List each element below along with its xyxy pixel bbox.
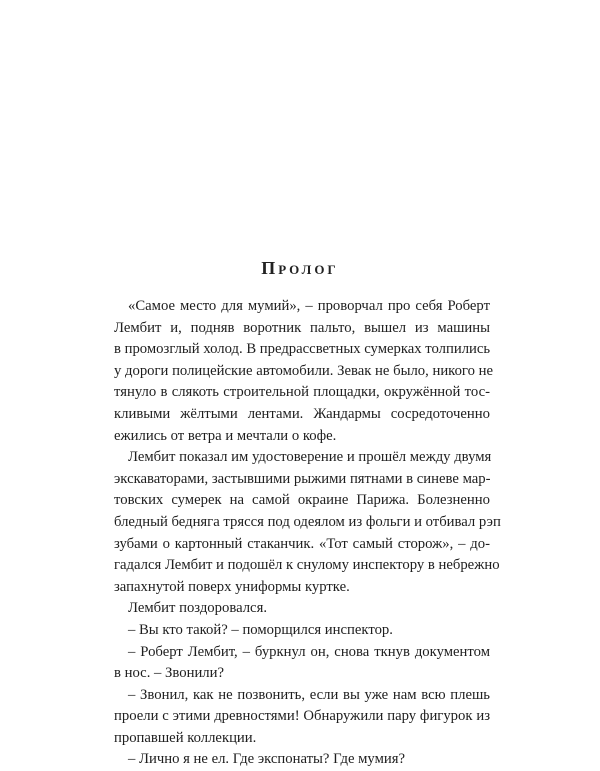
text-line: ежились от ветра и мечтали о кофе. (114, 427, 337, 444)
text-line: – Роберт Лембит, – буркнул он, снова ткнув документом (128, 643, 490, 660)
text-line: тянуло в слякоть строительной площадки, окружённой тос- (114, 384, 490, 401)
text-line: в нос. – Звонили? (114, 665, 225, 682)
body-text (114, 296, 501, 771)
text-line: бледный бедняга трясся под одеялом из фольги и отбивал рэп (114, 513, 501, 530)
text-line: Лембит показал им удостоверение и прошёл между двумя (128, 449, 492, 466)
text-line: проели с этими древностями! Обнаружили пару фигурок из (114, 708, 490, 725)
text-line: Лембит поздоровался. (128, 600, 268, 617)
text-line: пропавшей коллекции. (114, 729, 257, 746)
text-line: «Самое место для мумий», – проворчал про себя Роберт (128, 298, 490, 314)
chapter-title: Пролог (261, 258, 339, 278)
text-line: Лембит и, подняв воротник пальто, вышел из машины (114, 319, 490, 336)
text-line: в промозглый холод. В предрассветных сумерках толпились (114, 341, 491, 358)
text-line: гадался Лембит и подошёл к снулому инспектору в небрежно (114, 557, 500, 574)
text-line: у дороги полицейские автомобили. Зевак не было, никого не (114, 362, 493, 379)
text-line: – Лично я не ел. Где экспонаты? Где мумия? (128, 751, 406, 768)
text-line: – Вы кто такой? – поморщился инспектор. (128, 621, 393, 638)
text-line: экскаваторами, застывшими рыжими пятнами в синеве мар- (114, 470, 491, 487)
text-line: – Звонил, как не позвонить, если вы уже нам всю плешь (128, 686, 490, 703)
text-line: товских сумерек на самой окраине Парижа. Болезненно (114, 492, 490, 509)
text-line: зубами о картонный стаканчик. «Тот самый сторож», – до- (114, 535, 490, 552)
text-line: кливыми жёлтыми лентами. Жандармы сосредоточенно (114, 405, 490, 422)
text-line: запахнутой поверх униформы куртке. (114, 578, 350, 595)
